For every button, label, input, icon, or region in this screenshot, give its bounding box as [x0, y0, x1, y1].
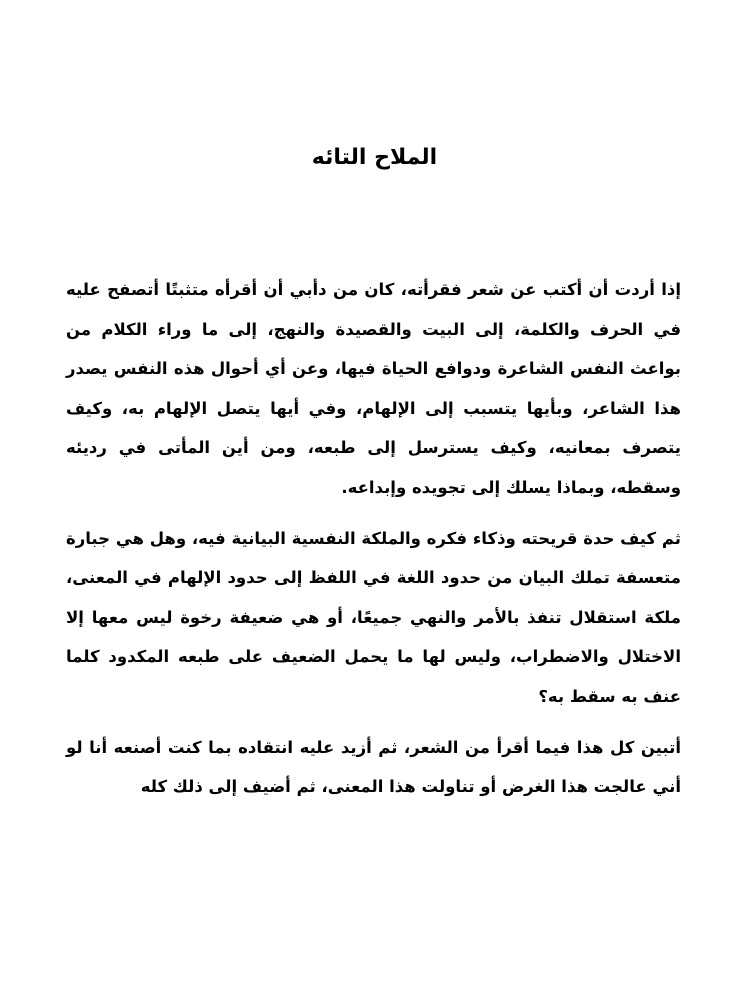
paragraph-3: أتبين كل هذا فيما أقرأ من الشعر، ثم أزيد عليه انتقاده بما كنت أصنعه أنا لو أني عالجت هذا الغرض أو تناولت هذا المعنى، ثم أضيف إلى ذلك كله — [66, 737, 681, 797]
page-title: الملاح التائه — [311, 145, 438, 170]
body-text — [66, 270, 681, 818]
paragraph-2: ثم كيف حدة قريحته وذكاء فكره والملكة النفسية البيانية فيه، وهل هي جبارة متعسفة تملك البيان من حدود اللغة في اللفظ إلى حدود الإلهام في المعنى، ملكة استقلال تنفذ بالأمر والنهي جميعًا، أو هي ضعيفة رخوة ليس معها إلا الاختلال والاضطراب، وليس لها ما يحمل الضعيف على طبعه المكدود كلما عنف به سقط به؟ — [66, 528, 681, 706]
paragraph-1: إذا أردت أن أكتب عن شعر فقرأته، كان من دأبي أن أقرأه متثبتًا أتصفح عليه في الحرف والكلمة، إلى البيت والقصيدة والنهج، إلى ما وراء الكلام من بواعث النفس الشاعرة ودوافع الحياة فيها، وعن أي أحوال هذه النفس يصدر هذا الشاعر، وبأيها يتسبب إلى الإلهام، وفي أيها يتصل الإلهام به، وكيف يتصرف بمعانيه، وكيف يسترسل إلى طبعه، ومن أين المأتى في رديئه وسقطه، وبماذا يسلك إلى تجويده وإبداعه. — [66, 280, 681, 497]
